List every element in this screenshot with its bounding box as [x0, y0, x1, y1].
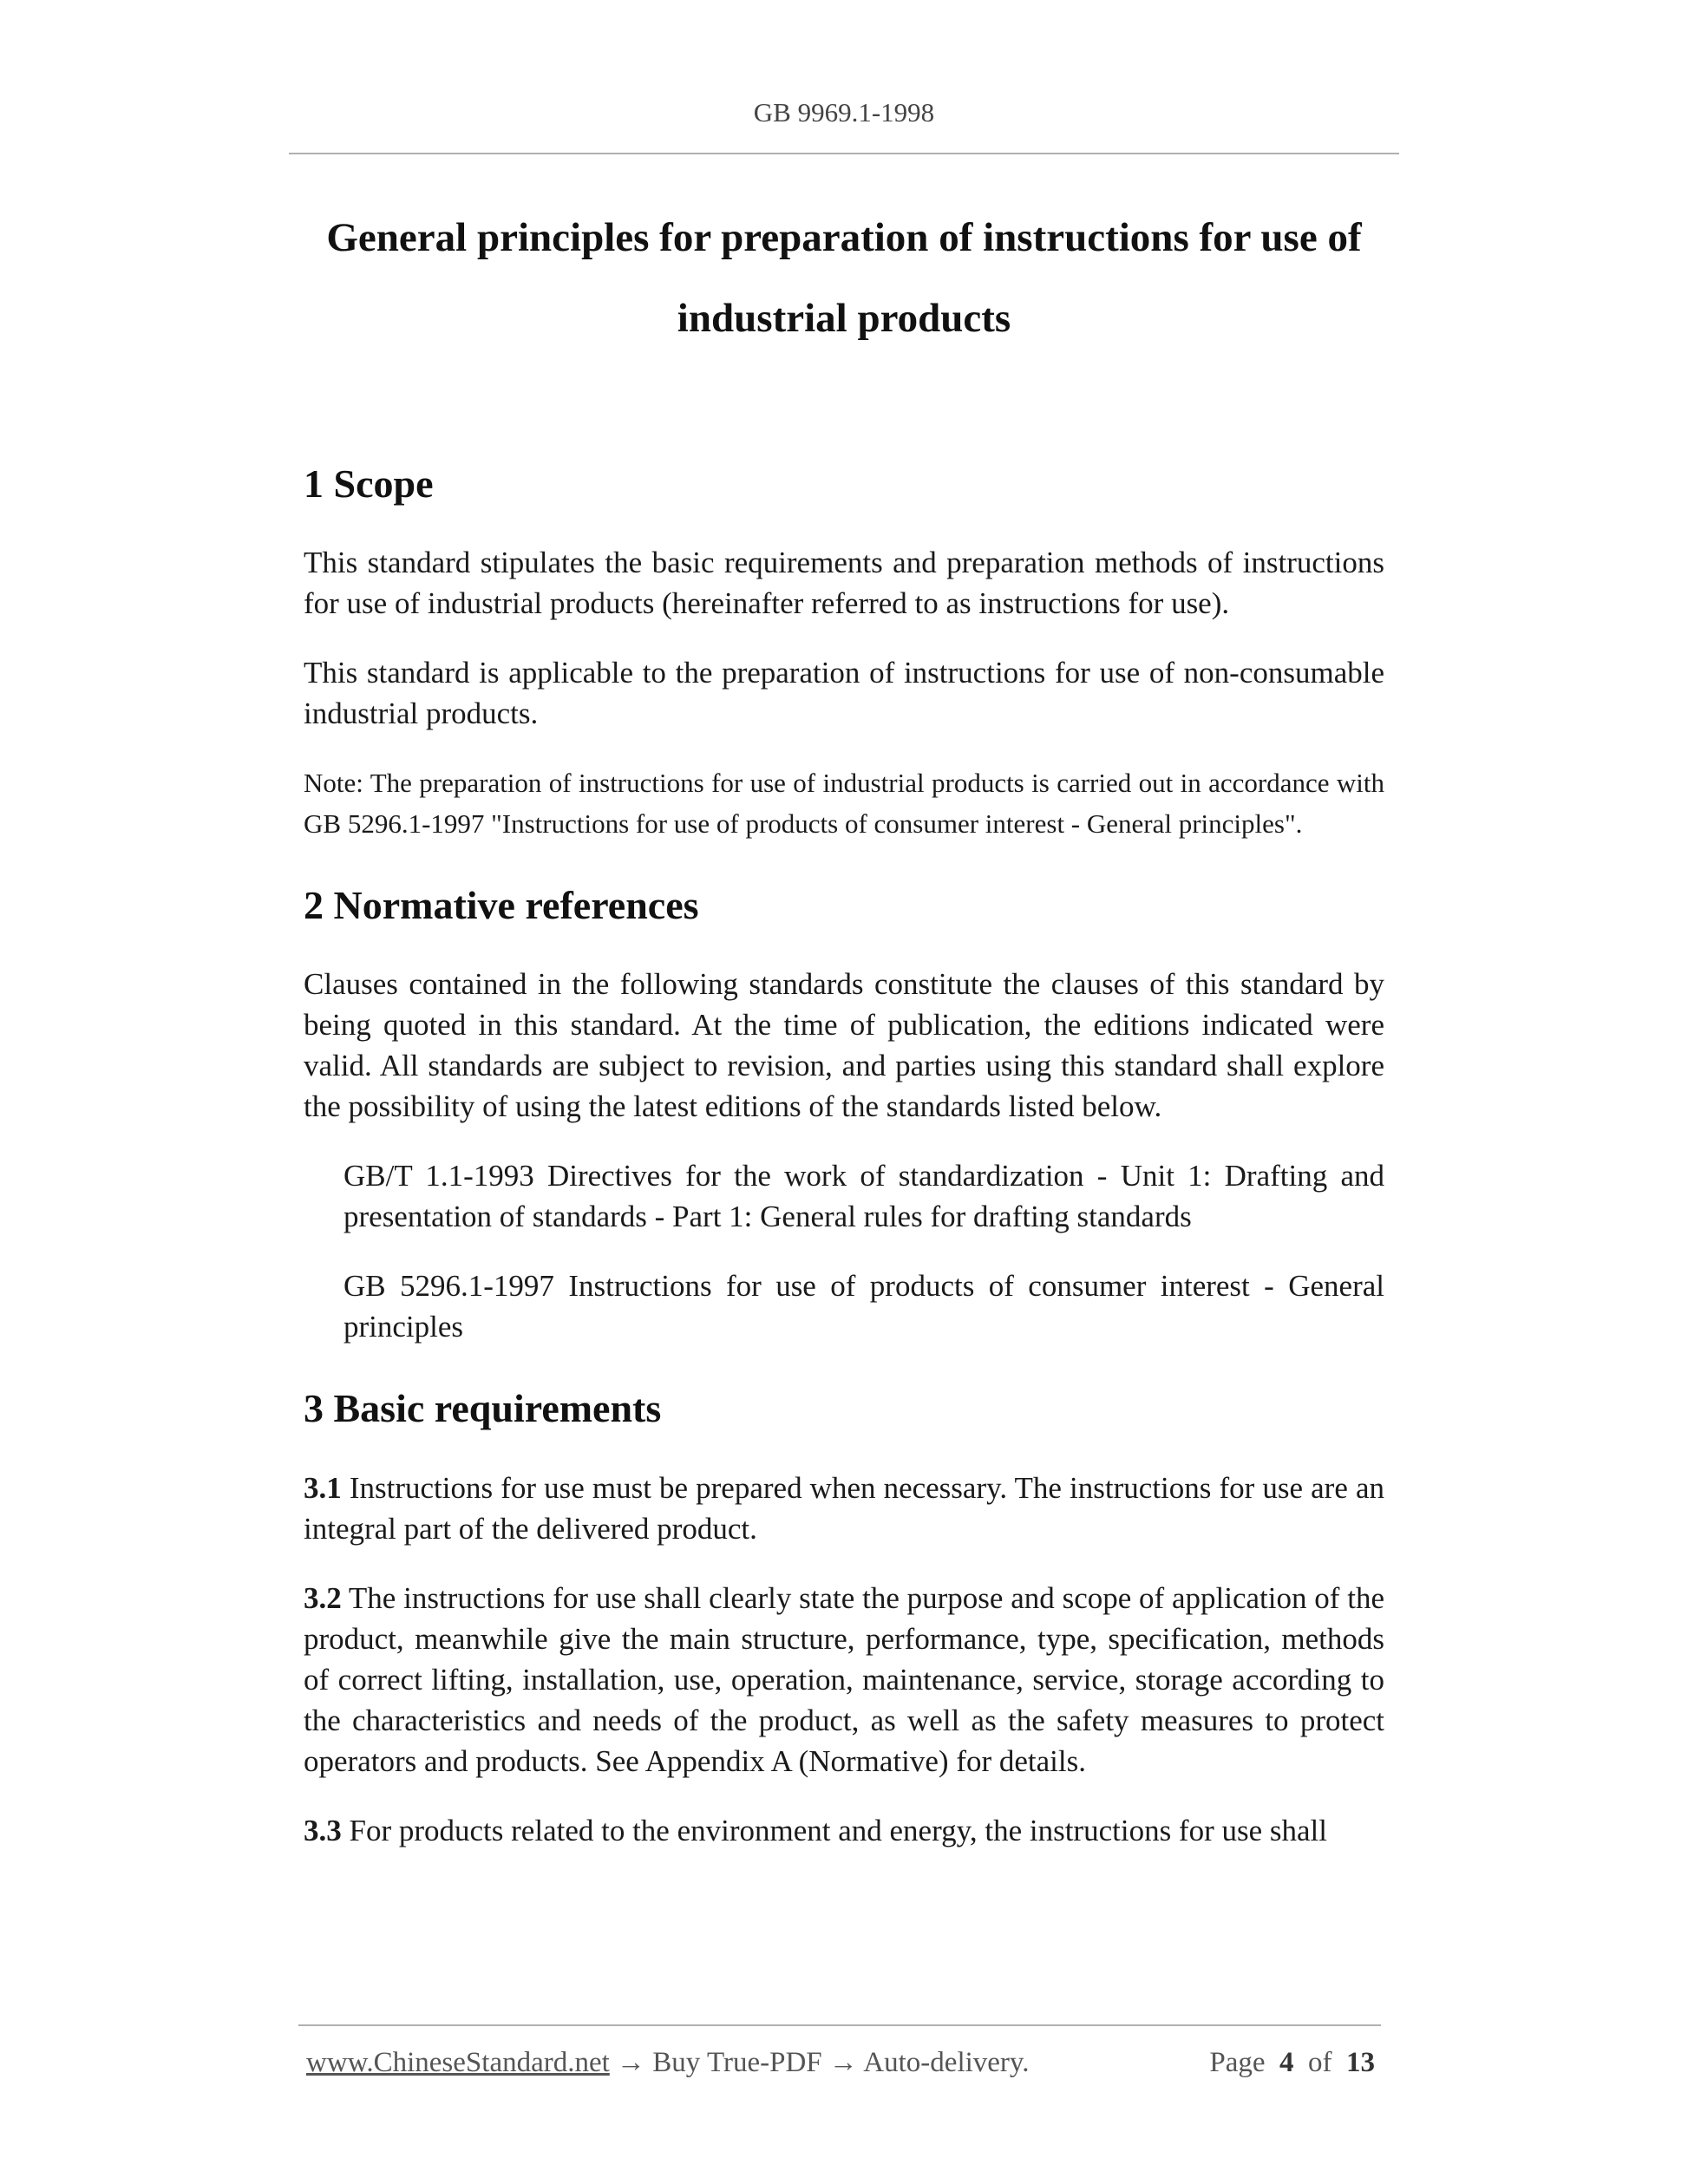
scope-paragraph-1: This standard stipulates the basic requirements and preparation methods of instructions for use of industrial products (hereinafter referred to as instructions for use). [304, 546, 1384, 621]
section-heading-scope: 1 Scope [304, 461, 434, 506]
running-header: GB 9969.1-1998 [753, 97, 935, 128]
clause-text: For products related to the environment and energy, the instructions for use shall [341, 1813, 1328, 1847]
clause-number: 3.1 [304, 1470, 342, 1505]
clause-3-3 [304, 1810, 1384, 1851]
document-title-line2: industrial products [677, 296, 1011, 341]
clause-number: 3.2 [304, 1580, 342, 1615]
page-word: Page [1209, 2047, 1266, 2078]
current-page: 4 [1279, 2047, 1294, 2078]
footer-promo-text: → Buy True-PDF → Auto-delivery. [609, 2047, 1030, 2078]
clause-text: The instructions for use shall clearly state the purpose and scope of application of the product, meanwhile give the main structure, performance, type, specification, methods of correct lifting, installation, use, operation, maintenance, service, storage according to the characteristics and needs of the product, as well as the safety measures to protect operators and products. See Appendix A (Normative) for details. [304, 1580, 1384, 1778]
scope-paragraph-2: This standard is applicable to the preparation of instructions for use of non-consumable industrial products. [304, 656, 1384, 731]
footer-rule [298, 2024, 1381, 2026]
page-footer [306, 2047, 1375, 2079]
website-link[interactable]: www.ChineseStandard.net [306, 2047, 610, 2078]
total-pages: 13 [1346, 2047, 1375, 2078]
header-rule [289, 153, 1399, 154]
reference-item-gb-5296-1: GB 5296.1-1997 Instructions for use of products of consumer interest - General principles [343, 1269, 1384, 1344]
document-body [304, 460, 1384, 1851]
normative-paragraph: Clauses contained in the following standards constitute the clauses of this standard by being quoted in this standard. At the time of publication, the editions indicated were valid. All standards are subject to revision, and parties using this standard shall explore the possibility of using the latest editions of the standards listed below. [304, 967, 1384, 1124]
of-word: of [1308, 2047, 1332, 2078]
scope-note: Note: The preparation of instructions for use of industrial products is carried out in accordance with GB 5296.1-1997 "Instructions for use of products of consumer interest - General principles". [304, 768, 1384, 840]
document-title-line1: General principles for preparation of instructions for use of [326, 215, 1362, 260]
clause-number: 3.3 [304, 1813, 342, 1847]
document-title [289, 198, 1399, 359]
page-number [1209, 2047, 1375, 2079]
clause-3-1 [304, 1468, 1384, 1549]
clause-text: Instructions for use must be prepared when necessary. The instructions for use are an integral part of the delivered product. [304, 1470, 1384, 1546]
section-heading-basic-requirements: 3 Basic requirements [304, 1386, 662, 1431]
footer-promo [306, 2047, 1030, 2079]
section-heading-normative-references: 2 Normative references [304, 883, 699, 928]
reference-item-gbt-1-1: GB/T 1.1-1993 Directives for the work of standardization - Unit 1: Drafting and presentation of standards - Part 1: General rules for drafting standards [343, 1159, 1384, 1234]
clause-3-2 [304, 1578, 1384, 1782]
